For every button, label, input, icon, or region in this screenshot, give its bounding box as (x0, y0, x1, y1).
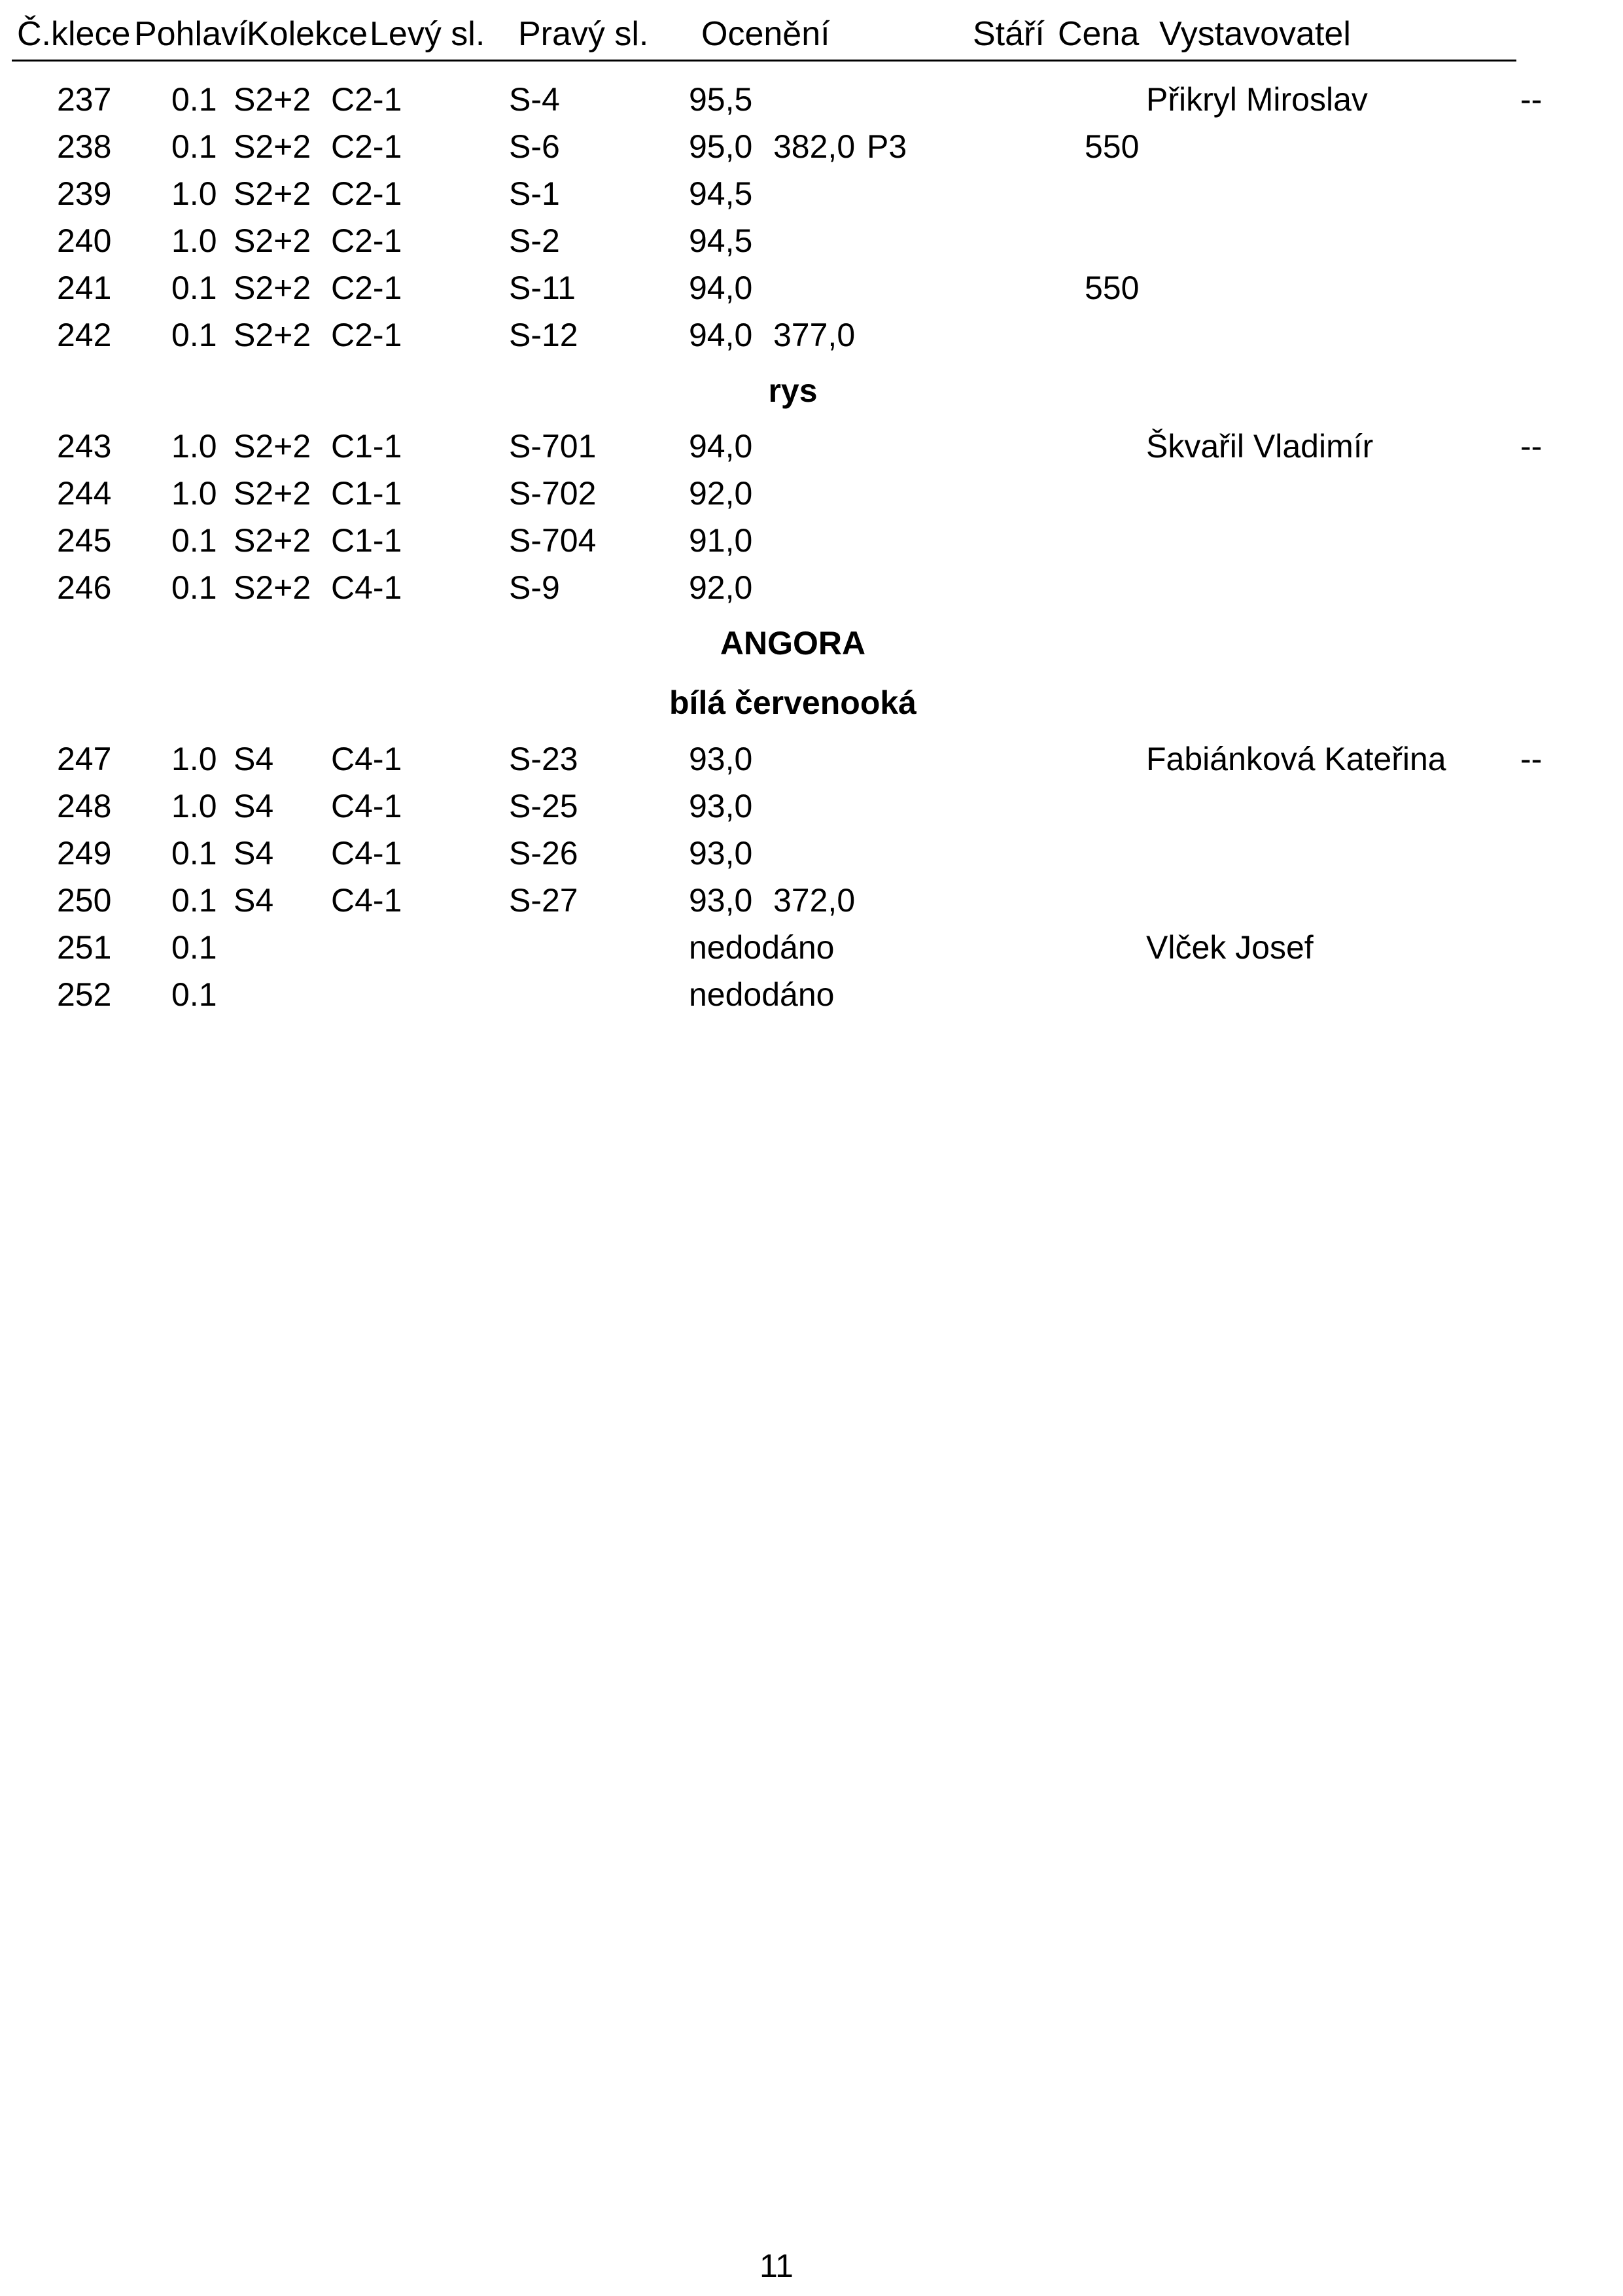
cell-rating: 93,0 (689, 741, 753, 777)
section-heading: ANGORA (720, 625, 866, 662)
cell-cage: 240 (57, 222, 112, 259)
cell-right-tattoo: S-2 (509, 222, 560, 259)
header-left-tattoo: Levý sl. (370, 15, 485, 53)
header-right-tattoo: Pravý sl. (518, 15, 649, 53)
cell-rating: 94,0 (689, 270, 753, 306)
cell-right-tattoo: S-6 (509, 128, 560, 165)
header-sex: Pohlaví (134, 15, 248, 53)
cell-left-tattoo: C4-1 (331, 741, 402, 777)
cell-exhibitor: Vlček Josef (1146, 929, 1314, 966)
cell-right-tattoo: S-23 (509, 741, 578, 777)
cell-price: 550 (1085, 128, 1140, 165)
header-collection: Kolekce (247, 15, 368, 53)
cell-sex: 1.0 (171, 222, 217, 259)
cell-rating: 94,5 (689, 175, 753, 212)
cell-collection: S2+2 (234, 128, 311, 165)
cell-cage: 246 (57, 569, 112, 606)
cell-cage: 238 (57, 128, 112, 165)
section-heading: bílá červenooká (669, 684, 916, 721)
cell-right-tattoo: S-704 (509, 522, 597, 559)
cell-collection: S2+2 (234, 522, 311, 559)
cell-price: 550 (1085, 270, 1140, 306)
cell-left-tattoo: C1-1 (331, 428, 402, 465)
cell-cage: 245 (57, 522, 112, 559)
cell-exhibitor: Fabiánková Kateřina (1146, 741, 1446, 777)
cell-cage: 248 (57, 788, 112, 824)
cell-left-tattoo: C1-1 (331, 522, 402, 559)
cell-sex: 0.1 (171, 128, 217, 165)
cell-left-tattoo: C1-1 (331, 475, 402, 512)
cell-rating: 94,0 (689, 428, 753, 465)
cell-sex: 1.0 (171, 788, 217, 824)
cell-left-tattoo: C2-1 (331, 128, 402, 165)
cell-cage: 252 (57, 976, 112, 1013)
cell-cage: 239 (57, 175, 112, 212)
cell-cage: 243 (57, 428, 112, 465)
cell-left-tattoo: C4-1 (331, 882, 402, 919)
cell-rating: 93,0 (689, 882, 753, 919)
cell-right-tattoo: S-11 (509, 270, 576, 306)
header-rating: Ocenění (701, 15, 830, 53)
cell-cage: 247 (57, 741, 112, 777)
cell-rating: 91,0 (689, 522, 753, 559)
cell-sex: 1.0 (171, 428, 217, 465)
cell-collection: S4 (234, 835, 274, 872)
cell-collection: S4 (234, 741, 274, 777)
cell-collection: S4 (234, 882, 274, 919)
cell-sex: 1.0 (171, 475, 217, 512)
header-rule (12, 60, 1516, 62)
cell-left-tattoo: C4-1 (331, 835, 402, 872)
cell-exhibitor: Škvařil Vladimír (1146, 428, 1374, 465)
cell-left-tattoo: C2-1 (331, 222, 402, 259)
cell-sex: 1.0 (171, 741, 217, 777)
cell-right-tattoo: S-4 (509, 81, 560, 118)
cell-sex: 0.1 (171, 81, 217, 118)
cell-exhibitor: Přikryl Miroslav (1146, 81, 1368, 118)
cell-rating: 94,5 (689, 222, 753, 259)
cell-cage: 250 (57, 882, 112, 919)
cell-left-tattoo: C4-1 (331, 788, 402, 824)
cell-collection: S2+2 (234, 428, 311, 465)
cell-cage: 237 (57, 81, 112, 118)
cell-right-tattoo: S-26 (509, 835, 578, 872)
cell-cage: 242 (57, 317, 112, 353)
header-exhibitor: Vystavovatel (1159, 15, 1351, 53)
cell-sex: 0.1 (171, 317, 217, 353)
cell-rating: 92,0 (689, 569, 753, 606)
header-price: Cena (1058, 15, 1140, 53)
header-cage: Č.klece (17, 15, 131, 53)
cell-left-tattoo: C2-1 (331, 175, 402, 212)
cell-right-tattoo: S-12 (509, 317, 578, 353)
cell-collection: S2+2 (234, 270, 311, 306)
cell-sex: 0.1 (171, 569, 217, 606)
cell-rating: 93,0 (689, 835, 753, 872)
cell-sex: 1.0 (171, 175, 217, 212)
cell-right-tattoo: S-27 (509, 882, 578, 919)
cell-rating: 95,0 (689, 128, 753, 165)
cell-sex: 0.1 (171, 882, 217, 919)
cell-award: P3 (867, 128, 907, 165)
cell-cage: 244 (57, 475, 112, 512)
header-age: Stáří (973, 15, 1045, 53)
cell-left-tattoo: C2-1 (331, 270, 402, 306)
cell-right-tattoo: S-9 (509, 569, 560, 606)
cell-dash: -- (1520, 741, 1543, 777)
cell-collection: S2+2 (234, 81, 311, 118)
cell-total: 382,0 (773, 128, 856, 165)
cell-dash: -- (1520, 428, 1543, 465)
cell-rating: 92,0 (689, 475, 753, 512)
cell-rating: 95,5 (689, 81, 753, 118)
cell-right-tattoo: S-701 (509, 428, 597, 465)
cell-rating: nedodáno (689, 929, 835, 966)
cell-rating: nedodáno (689, 976, 835, 1013)
cell-sex: 0.1 (171, 929, 217, 966)
cell-sex: 0.1 (171, 522, 217, 559)
cell-dash: -- (1520, 81, 1543, 118)
cell-collection: S2+2 (234, 569, 311, 606)
cell-rating: 93,0 (689, 788, 753, 824)
cell-collection: S4 (234, 788, 274, 824)
cell-total: 377,0 (773, 317, 856, 353)
cell-cage: 251 (57, 929, 112, 966)
page-number: 11 (759, 2248, 794, 2284)
cell-cage: 241 (57, 270, 112, 306)
cell-right-tattoo: S-702 (509, 475, 597, 512)
section-heading: rys (768, 372, 818, 409)
cell-cage: 249 (57, 835, 112, 872)
cell-sex: 0.1 (171, 270, 217, 306)
cell-left-tattoo: C2-1 (331, 81, 402, 118)
cell-left-tattoo: C4-1 (331, 569, 402, 606)
cell-right-tattoo: S-1 (509, 175, 560, 212)
cell-collection: S2+2 (234, 317, 311, 353)
cell-rating: 94,0 (689, 317, 753, 353)
cell-sex: 0.1 (171, 835, 217, 872)
cell-total: 372,0 (773, 882, 856, 919)
cell-right-tattoo: S-25 (509, 788, 578, 824)
cell-collection: S2+2 (234, 475, 311, 512)
cell-sex: 0.1 (171, 976, 217, 1013)
cell-collection: S2+2 (234, 222, 311, 259)
cell-left-tattoo: C2-1 (331, 317, 402, 353)
cell-collection: S2+2 (234, 175, 311, 212)
